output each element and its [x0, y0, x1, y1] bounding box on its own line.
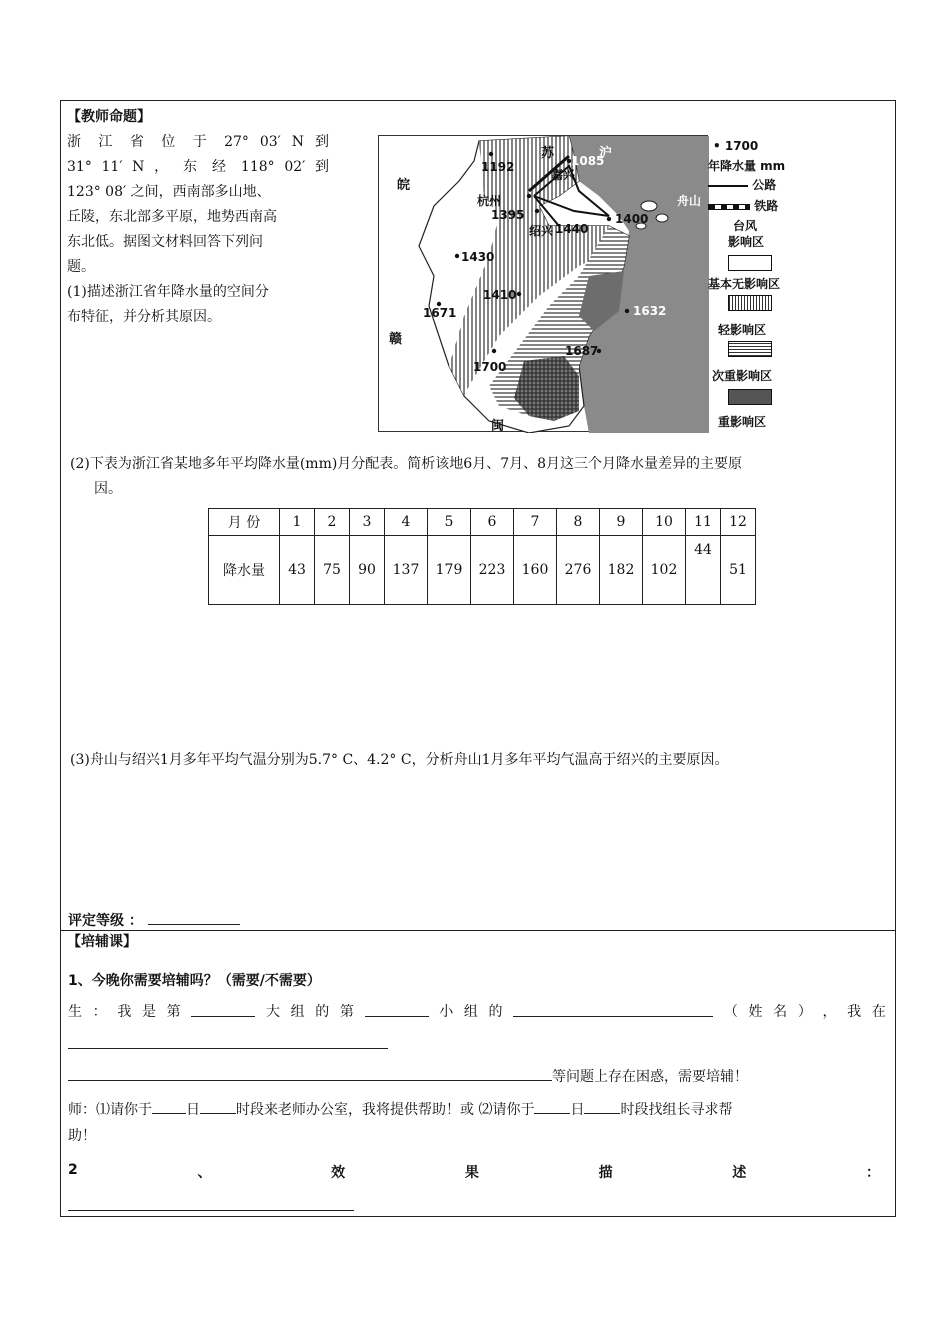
student-word: 是: [141, 1004, 156, 1020]
intro-line: 丘陵，东北部多平原，地势西南高: [67, 209, 277, 225]
effect-word: 述: [732, 1165, 747, 1181]
student-word: 第: [166, 1004, 181, 1020]
legend-rain-label: 年降水量 mm: [708, 159, 786, 173]
table-cell: 6: [471, 509, 514, 536]
table-cell: 179: [428, 536, 471, 605]
student-word: 姓: [748, 1004, 763, 1020]
rainfall-value: 1671: [423, 306, 457, 320]
student-word: 的: [488, 1004, 503, 1020]
student-line: [68, 1002, 886, 1022]
region-label-jiangxi: 赣: [389, 332, 403, 347]
student-word: ，: [822, 1004, 837, 1020]
student-name-blank[interactable]: [513, 1002, 713, 1017]
legend-swatch-second: [728, 341, 772, 357]
section-divider: [60, 930, 896, 931]
table-cell: 75: [315, 536, 350, 605]
student-word: 生: [68, 1004, 82, 1020]
question-2: [70, 452, 890, 502]
effect-word: 、: [197, 1165, 212, 1181]
map-frame: [378, 135, 708, 432]
teacher-text: 时段来老师办公室，我将提供帮助！或 ⑵请你于: [236, 1102, 535, 1118]
confusion-line: [68, 1066, 748, 1087]
table-cell: 160: [514, 536, 557, 605]
city-label-shaoxing: 绍兴: [529, 224, 554, 238]
rainfall-value: 1430: [461, 250, 495, 264]
legend-road: 公路: [708, 176, 776, 193]
legend-zone-light: 轻影响区: [718, 323, 767, 337]
question-3: (3)舟山与绍兴1月多年平均气温分别为5.7° C、4.2° C，分析舟山1月多年平均气温高于绍兴的主要原因。: [70, 752, 729, 768]
table-cell: 223: [471, 536, 514, 605]
table-cell: 137: [385, 536, 428, 605]
table-cell: 51: [721, 536, 756, 605]
grade-blank[interactable]: [148, 910, 240, 925]
intro-paragraph: [67, 130, 329, 330]
student-word: 小: [439, 1004, 454, 1020]
topic-blank-2[interactable]: [68, 1066, 552, 1081]
time-blank-1[interactable]: [200, 1099, 236, 1114]
table-cell: 90: [350, 536, 385, 605]
effect-description-label: [68, 1162, 880, 1182]
legend-swatch-none: [728, 255, 772, 271]
legend-zone-none: 基本无影响区: [708, 277, 781, 291]
question-2-line: (2)下表为浙江省某地多年平均降水量(mm)月分配表。简析该地6月、7月、8月这三个月降水量差异的主要原: [70, 456, 743, 472]
table-cell: 2: [315, 509, 350, 536]
student-word: 组: [463, 1004, 478, 1020]
student-word: ：: [92, 1004, 107, 1020]
rainfall-value: 1395: [491, 208, 525, 222]
table-cell: 43: [280, 536, 315, 605]
student-word: 大: [265, 1004, 280, 1020]
effect-word: 描: [598, 1165, 613, 1181]
legend-swatch-light: [728, 295, 772, 311]
student-word: 组: [290, 1004, 305, 1020]
grade-label: 评定等级 ：: [68, 913, 143, 929]
teacher-text: 时段找组长寻求帮: [620, 1102, 733, 1118]
table-cell: 8: [557, 509, 600, 536]
region-label-fujian: 闽: [491, 419, 505, 434]
zhejiang-rainfall-typhoon-map: [378, 135, 805, 432]
teacher-section-heading: 【教师命题】: [67, 109, 151, 125]
rainfall-value: 1410: [483, 288, 517, 302]
teacher-reply-line: 助！: [68, 1128, 96, 1144]
day-blank-2[interactable]: [534, 1099, 570, 1114]
table-row-months: [209, 509, 756, 536]
question-2-line: 因。: [94, 481, 122, 497]
table-cell: 276: [557, 536, 600, 605]
region-label-anhui: 皖: [397, 178, 411, 193]
student-word: （: [723, 1004, 738, 1020]
legend-railway: 铁路: [708, 197, 778, 214]
student-word: 第: [339, 1004, 354, 1020]
effect-word: 效: [331, 1165, 346, 1181]
railway-line-icon: [708, 204, 750, 210]
tutoring-section-heading: 【培辅课】: [67, 934, 137, 950]
table-cell: 9: [600, 509, 643, 536]
table-cell: 12: [721, 509, 756, 536]
legend-rain-value: • 1700: [713, 139, 759, 153]
student-word: ）: [797, 1004, 812, 1020]
student-word: 在: [871, 1004, 886, 1020]
rainfall-value: 1192: [481, 160, 515, 174]
student-word: 的: [315, 1004, 330, 1020]
region-label-jiangsu: 苏: [541, 146, 555, 161]
rainfall-value: 1440: [555, 222, 589, 236]
rainfall-value: 1632: [633, 304, 667, 318]
city-label-hangzhou: 杭州: [477, 194, 502, 208]
legend-swatch-heavy: [728, 389, 772, 405]
table-cell: 102: [643, 536, 686, 605]
student-word: 我: [117, 1004, 132, 1020]
legend-typhoon-title: 台风: [733, 219, 758, 233]
student-word: 我: [847, 1004, 862, 1020]
day-blank-1[interactable]: [152, 1099, 186, 1114]
topic-blank-1[interactable]: [68, 1034, 388, 1049]
table-header-rainfall: 降水量: [209, 536, 280, 605]
table-cell: 182: [600, 536, 643, 605]
student-word: 名: [773, 1004, 788, 1020]
intro-line: 题。: [67, 259, 95, 275]
intro-line: 浙 江 省 位 于 27° 03′ N 到: [67, 134, 329, 150]
teacher-reply: [68, 1097, 888, 1149]
rainfall-value: 1400: [615, 212, 649, 226]
table-cell: 4: [385, 509, 428, 536]
rainfall-value: 1085: [571, 154, 605, 168]
question-1-line: 布特征，并分析其原因。: [67, 309, 221, 325]
teacher-text: 日: [570, 1102, 585, 1118]
subgroup-number-blank[interactable]: [365, 1002, 429, 1017]
intro-line: 31° 11′ N ， 东 经 118° 02′ 到: [67, 159, 329, 175]
question-1-line: (1)描述浙江省年降水量的空间分: [67, 284, 269, 300]
intro-line: 123° 08′ 之间，西南部多山地、: [67, 184, 271, 200]
effect-word: 2: [68, 1162, 78, 1178]
rainfall-value: 1687: [565, 344, 599, 358]
legend-typhoon-title: 影响区: [728, 235, 765, 249]
effect-description-blank[interactable]: [68, 1196, 354, 1211]
table-cell: 3: [350, 509, 385, 536]
time-blank-2[interactable]: [584, 1099, 620, 1114]
city-label-jiaxing: 嘉兴: [551, 168, 576, 182]
teacher-text: 日: [186, 1102, 200, 1118]
legend-zone-heavy: 重影响区: [718, 415, 767, 429]
table-header-month: 月 份: [209, 509, 280, 536]
region-label-shanghai: 沪: [599, 146, 613, 161]
confusion-text: 等问题上存在困惑，需要培辅！: [552, 1069, 748, 1085]
table-cell: 1: [280, 509, 315, 536]
road-line-icon: [708, 185, 748, 187]
tutoring-question-1: 1、今晚你需要培辅吗？（需要/不需要）: [68, 973, 321, 989]
map-graphic: [379, 136, 709, 433]
teacher-text: 师：⑴请你于: [68, 1102, 152, 1118]
table-cell: 7: [514, 509, 557, 536]
table-cell: 5: [428, 509, 471, 536]
intro-line: 东北低。据图文材料回答下列问: [67, 234, 263, 250]
table-cell: 10: [643, 509, 686, 536]
legend-zone-second: 次重影响区: [712, 369, 773, 383]
table-cell: 11: [686, 509, 721, 536]
teacher-reply-line: [68, 1097, 888, 1123]
table-row-rainfall: [209, 536, 756, 605]
table-cell: 44: [686, 536, 721, 605]
rainfall-value: 1700: [473, 360, 507, 374]
group-number-blank[interactable]: [191, 1002, 255, 1017]
effect-word: 果: [464, 1165, 479, 1181]
effect-word: ：: [865, 1165, 880, 1181]
monthly-rainfall-table: [208, 508, 756, 605]
city-label-zhoushan: 舟山: [677, 194, 702, 208]
grade-field: [68, 910, 240, 930]
